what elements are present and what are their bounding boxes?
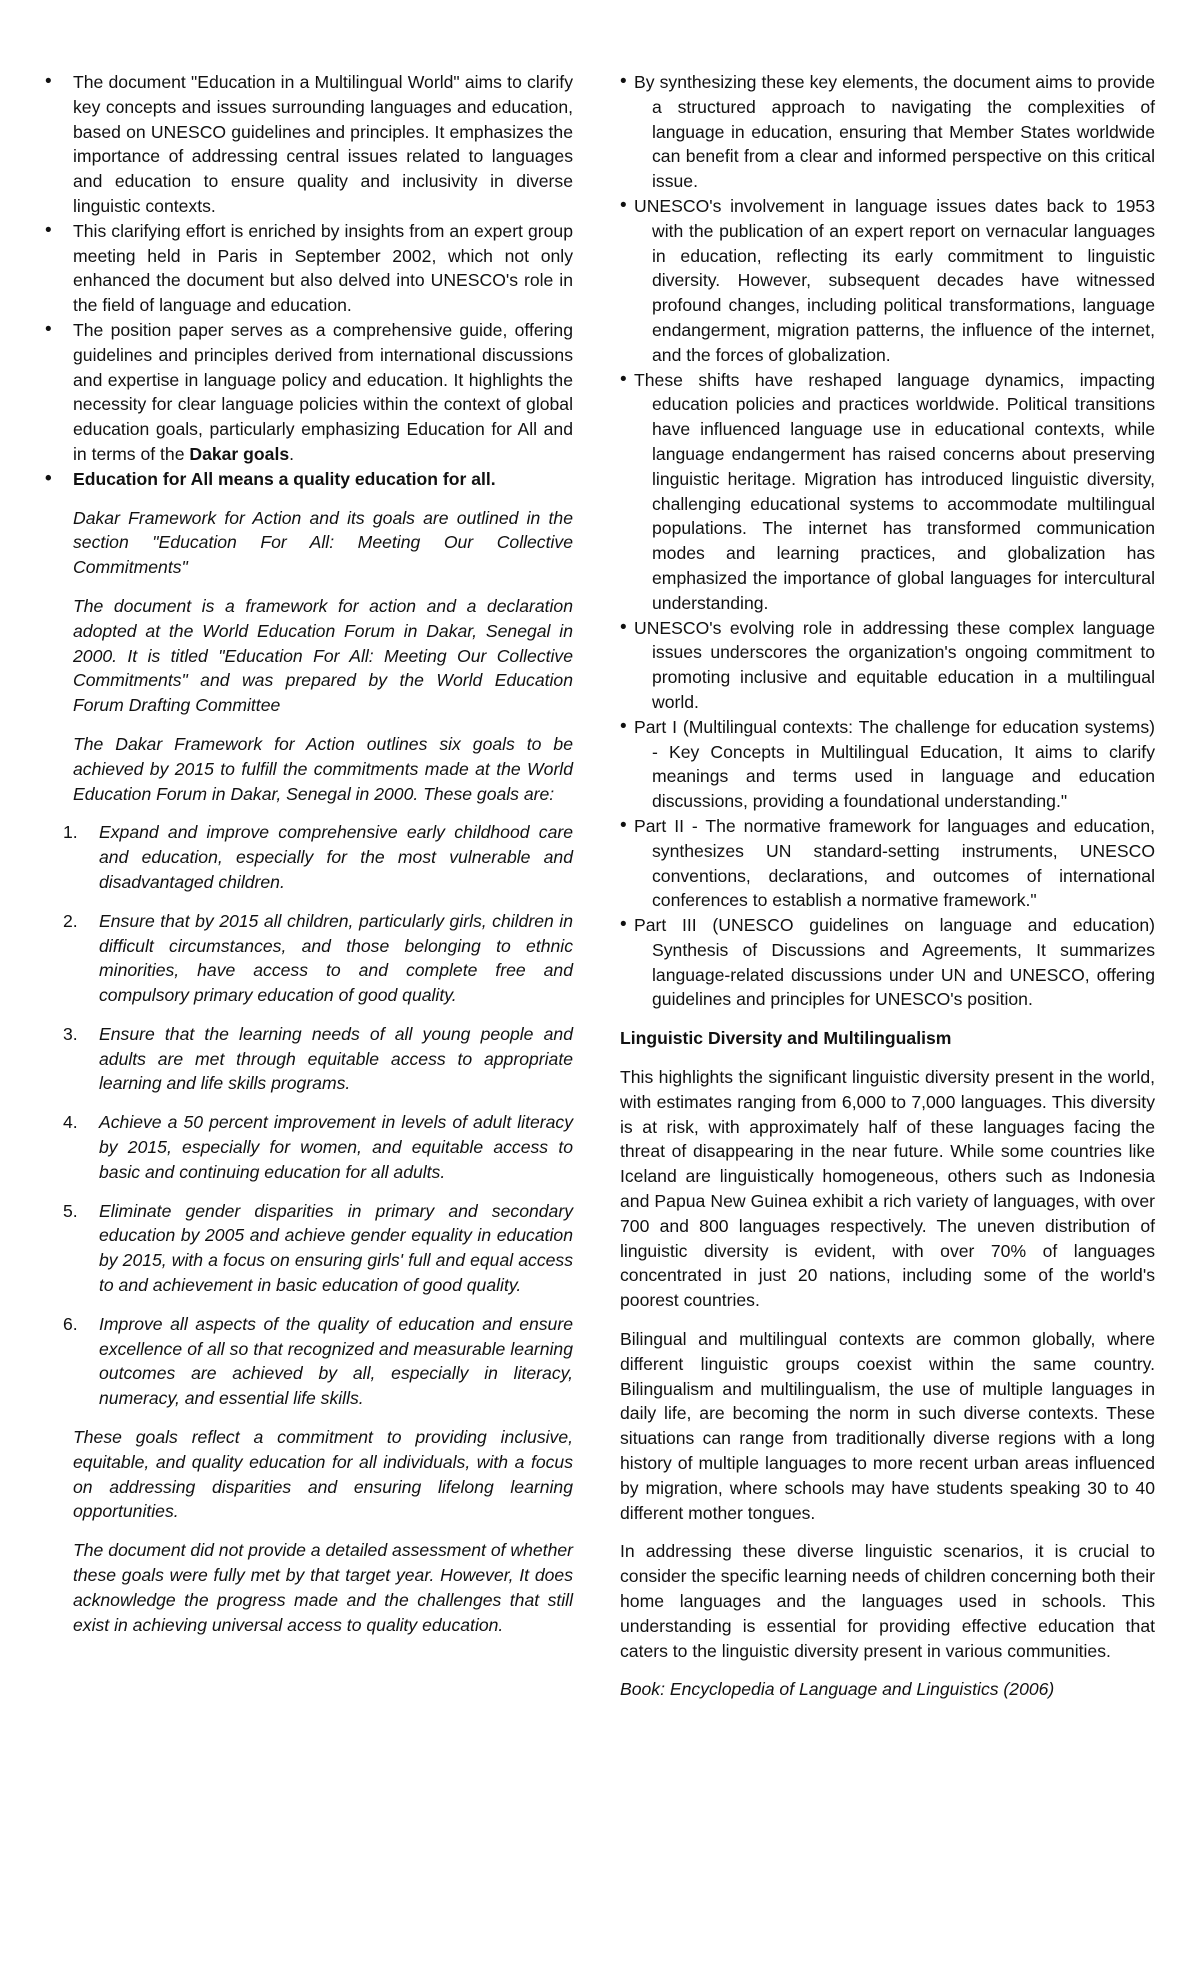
paragraph: The document is a framework for action and a declaration adopted at the World Education Forum in Dakar, Senegal in 2000. It is titled "Education For All: Meeting Our Collective Commitments" and was prepared by the World Education Forum Drafting Committee bbox=[73, 595, 573, 716]
goal-text: Improve all aspects of the quality of education and ensure excellence of all so that recognized and measurable learning outcomes are achieved by all, especially in literacy, numeracy, and essential life skills. bbox=[99, 1313, 573, 1409]
list-item bbox=[620, 715, 1155, 814]
bullet-text: • Part II - The normative framework for languages and education, synthesizes UN standard-setting instruments, UNESCO conventions, declarations, and outcomes of international conferences to establish a normative framework." bbox=[634, 815, 1155, 911]
goal-text: Expand and improve comprehensive early childhood care and education, especially for the most vulnerable and disadvantaged children. bbox=[99, 822, 573, 892]
bullet-text: The position paper serves as a comprehensive guide, offering guidelines and principles derived from international discussions and expertise in language policy and education. It highlights the necessity for clear language policies within the context of global education goals, particularly emphasizing Education for All and in terms of the bbox=[73, 319, 573, 464]
list-item bbox=[620, 194, 1155, 368]
goal-item bbox=[43, 1312, 573, 1411]
bullet-text: • By synthesizing these key elements, the document aims to provide a structured approach to navigating the complexities of language in education, ensuring that Member States worldwide can benefit from a clear and informed perspective on this critical issue. bbox=[634, 72, 1155, 192]
goal-item bbox=[43, 909, 573, 1008]
right-column bbox=[620, 70, 1155, 1702]
goals-list bbox=[43, 820, 573, 1411]
goal-text: Ensure that the learning needs of all young people and adults are met through equitable access to appropriate learning and life skills programs. bbox=[99, 1023, 573, 1094]
goal-number: 1. bbox=[63, 822, 78, 843]
left-bullet-list bbox=[43, 70, 573, 492]
goal-item bbox=[43, 1110, 573, 1184]
goal-item bbox=[43, 820, 573, 894]
bullet-text-end: . bbox=[289, 443, 295, 464]
goal-item bbox=[43, 1022, 573, 1096]
list-item bbox=[620, 616, 1155, 715]
goal-number: 4. bbox=[63, 1112, 78, 1133]
bullet-text: • Part I (Multilingual contexts: The challenge for education systems) - Key Concepts in Multilingual Education, It aims to clarify meanings and terms used in language and education discussions, providing a foundational understanding." bbox=[634, 716, 1155, 812]
paragraph: This highlights the significant linguistic diversity present in the world, with estimates ranging from 6,000 to 7,000 languages. This diversity is at risk, with approximately half of these languages facing the threat of disappearing in the near future. While some countries like Iceland are linguistically homogeneous, others such as Indonesia and Papua New Guinea exhibit a rich variety of languages, with over 700 and 800 languages respectively. The uneven distribution of linguistic diversity is evident, with over 70% of languages concentrated in just 20 nations, including some of the world's poorest countries. bbox=[620, 1067, 1155, 1311]
goal-text: Ensure that by 2015 all children, particularly girls, children in difficult circumstances, and those belonging to ethnic minorities, have access to and complete free and compulsory primary education of good quality. bbox=[99, 910, 573, 1006]
goal-text: Achieve a 50 percent improvement in levels of adult literacy by 2015, especially for women, and equitable access to basic and continuing education for all adults. bbox=[99, 1112, 573, 1182]
goal-number: 6. bbox=[63, 1313, 78, 1334]
paragraph: The document did not provide a detailed assessment of whether these goals were fully met by that target year. However, It does acknowledge the progress made and the challenges that still exist in achieving universal access to quality education. bbox=[73, 1540, 573, 1635]
paragraph: Dakar Framework for Action and its goals are outlined in the section "Education For All: Meeting Our Collective Commitments" bbox=[73, 507, 573, 578]
list-item bbox=[620, 913, 1155, 1012]
list-item bbox=[43, 318, 573, 467]
goal-number: 2. bbox=[63, 910, 78, 931]
list-item bbox=[620, 70, 1155, 194]
list-item bbox=[620, 368, 1155, 616]
left-column bbox=[43, 70, 573, 1637]
list-item-bold: • Education for All means a quality education for all. bbox=[43, 467, 573, 492]
goal-number: 3. bbox=[63, 1023, 78, 1044]
dakar-goals-bold: Dakar goals bbox=[189, 443, 290, 464]
list-item: • This clarifying effort is enriched by insights from an expert group meeting held in Paris in September 2002, which not only enhanced the document but also delved into UNESCO's role in the field of language and education. bbox=[43, 219, 573, 318]
section-heading: Linguistic Diversity and Multilingualism bbox=[620, 1028, 952, 1049]
paragraph: The Dakar Framework for Action outlines six goals to be achieved by 2015 to fulfill the commitments made at the World Education Forum in Dakar, Senegal in 2000. These goals are: bbox=[73, 733, 573, 804]
list-item: • The document "Education in a Multilingual World" aims to clarify key concepts and issues surrounding languages and education, based on UNESCO guidelines and principles. It emphasizes the importance of addressing central issues related to languages and education to ensure quality and inclusivity in diverse linguistic contexts. bbox=[43, 70, 573, 219]
goal-item bbox=[43, 1199, 573, 1298]
right-bullet-list bbox=[620, 70, 1155, 1012]
goal-text: Eliminate gender disparities in primary and secondary education by 2005 and achieve gender equality in education by 2015, with a focus on ensuring girls' full and equal access to and achievement in basic education of good quality. bbox=[99, 1200, 573, 1296]
paragraph: In addressing these diverse linguistic scenarios, it is crucial to consider the specific learning needs of children concerning both their home languages and the languages used in schools. This understanding is essential for providing effective education that caters to the linguistic diversity present in various communities. bbox=[620, 1541, 1155, 1661]
goal-number: 5. bbox=[63, 1200, 78, 1221]
source-citation: Book: Encyclopedia of Language and Linguistics (2006) bbox=[620, 1679, 1055, 1700]
bullet-text: • UNESCO's involvement in language issues dates back to 1953 with the publication of an expert report on vernacular languages in education, reflecting its early commitment to linguistic diversity. However, subsequent decades have witnessed profound changes, including political transformations, language endangerment, migration patterns, the influence of the internet, and the forces of globalization. bbox=[634, 195, 1155, 365]
bullet-text: • UNESCO's evolving role in addressing these complex language issues underscores the organization's ongoing commitment to promoting inclusive and equitable education in a multilingual world. bbox=[634, 617, 1155, 712]
paragraph: These goals reflect a commitment to providing inclusive, equitable, and quality education for all individuals, with a focus on addressing disparities and ensuring lifelong learning opportunities. bbox=[73, 1427, 573, 1522]
list-item bbox=[620, 814, 1155, 913]
bullet-text: • These shifts have reshaped language dynamics, impacting education policies and practices worldwide. Political transitions have influenced language use in educational contexts, while language endangerment has raised concerns about preserving linguistic heritage. Migration has introduced linguistic diversity, challenging educational systems to accommodate multilingual populations. The internet has transformed communication modes and learning practices, and globalization has emphasized the importance of global languages for intercultural understanding. bbox=[634, 369, 1155, 613]
paragraph: Bilingual and multilingual contexts are common globally, where different linguistic groups coexist within the same country. Bilingualism and multilingualism, the use of multiple languages in daily life, are becoming the norm in such diverse contexts. These situations can range from traditionally diverse regions with a long history of multiple languages to more recent urban areas influenced by migration, where schools may have students speaking 30 to 40 different mother tongues. bbox=[620, 1329, 1155, 1523]
bullet-text: • Part III (UNESCO guidelines on language and education) Synthesis of Discussions and Agreements, It summarizes language-related discussions under UN and UNESCO, offering guidelines and principles for UNESCO's position. bbox=[634, 915, 1155, 1010]
